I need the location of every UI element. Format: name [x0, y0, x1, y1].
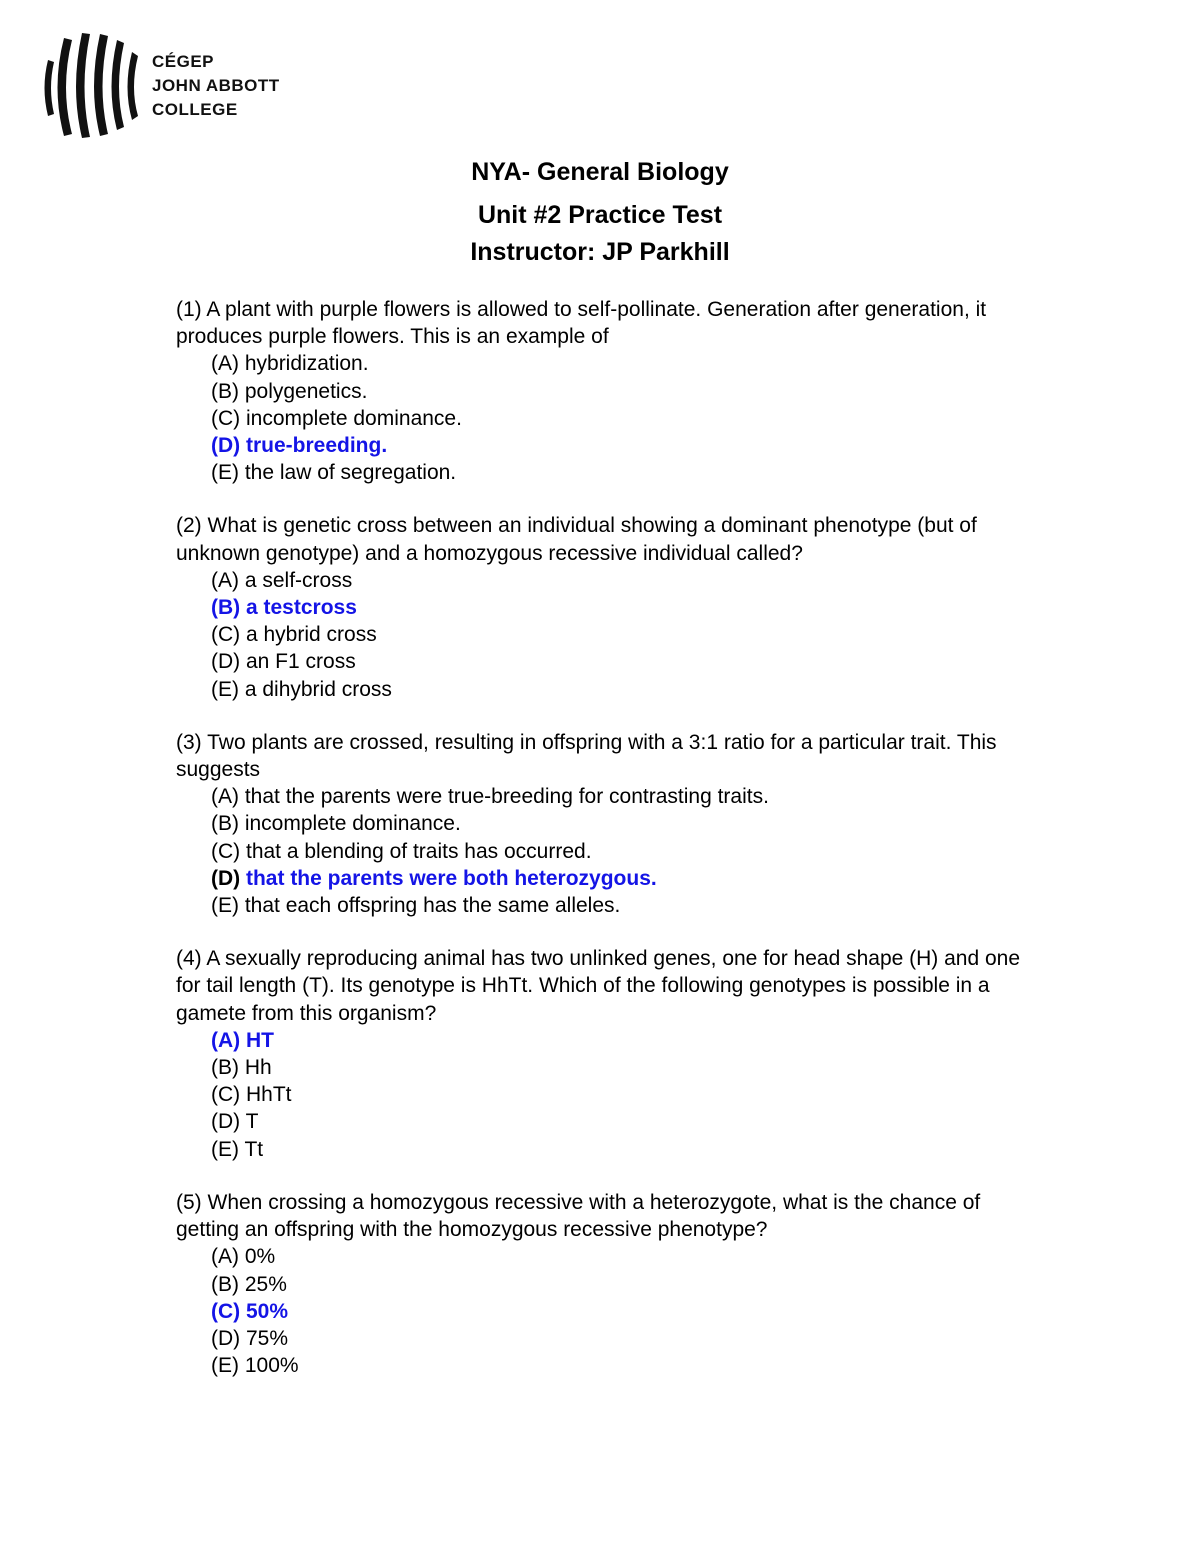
college-name — [152, 50, 280, 122]
option-text: the law of segregation. — [239, 461, 457, 485]
option-text: a self-cross — [239, 568, 353, 592]
option-letter: (B) — [211, 596, 241, 620]
test-title: Unit #2 Practice Test — [477, 201, 723, 229]
option-letter: (C) — [211, 623, 241, 647]
option-5a — [176, 1243, 1036, 1270]
option-text: 25% — [239, 1272, 287, 1296]
option-1d-correct-answer — [176, 432, 1036, 459]
option-text: 50% — [240, 1299, 289, 1323]
option-text: T — [240, 1110, 259, 1134]
question-text: (2) What is genetic cross between an individual showing a dominant phenotype (but of unknown genotype) and a homozygous recessive individual called? — [176, 514, 977, 565]
question-3 — [176, 729, 1036, 919]
option-letter: (D) — [211, 1110, 241, 1134]
option-4e — [176, 1136, 1036, 1163]
option-5e — [176, 1352, 1036, 1379]
question-text: (4) A sexually reproducing animal has two unlinked genes, one for head shape (H) and one for tail length (T). Its genotype is HhTt. Which of the following genotypes is possible in a gamete from this organism? — [176, 947, 1021, 1025]
option-text: a hybrid cross — [240, 623, 377, 647]
option-text: hybridization. — [239, 352, 369, 376]
option-5b — [176, 1271, 1036, 1298]
option-1b — [176, 378, 1036, 405]
question-5 — [176, 1189, 1036, 1379]
option-text: polygenetics. — [239, 379, 368, 403]
option-text: HhTt — [240, 1083, 292, 1107]
option-5d — [176, 1325, 1036, 1352]
striped-arc-logo-icon — [38, 30, 148, 140]
option-text: incomplete dominance. — [240, 406, 462, 430]
option-4b — [176, 1054, 1036, 1081]
option-3e — [176, 892, 1036, 919]
option-text: Tt — [239, 1137, 264, 1161]
option-letter: (A) — [211, 785, 239, 809]
option-text: HT — [240, 1028, 274, 1052]
option-text: an F1 cross — [240, 650, 356, 674]
question-text: (3) Two plants are crossed, resulting in offspring with a 3:1 ratio for a particular trait. This suggests — [176, 730, 997, 782]
option-letter: (C) — [211, 1083, 241, 1107]
option-letter: (B) — [211, 379, 239, 403]
option-4a-correct-answer — [176, 1027, 1036, 1054]
option-letter: (E) — [211, 1354, 239, 1378]
option-text: 100% — [239, 1354, 299, 1378]
option-letter: (D) — [211, 650, 241, 674]
logo-line-john-abbott: JOHN ABBOTT — [152, 76, 280, 95]
option-text: that a blending of traits has occurred. — [240, 839, 592, 863]
question-text: (5) When crossing a homozygous recessive with a heterozygote, what is the chance of getting an offspring with the homozygous recessive phenotype? — [176, 1190, 981, 1242]
question-list — [176, 296, 1036, 1405]
option-2c — [176, 621, 1036, 648]
option-5c-correct-answer — [176, 1298, 1036, 1325]
option-letter: (B) — [211, 812, 239, 836]
option-letter: (B) — [211, 1272, 239, 1296]
option-2e — [176, 676, 1036, 703]
college-logo — [38, 30, 298, 140]
option-letter: (D) — [211, 866, 241, 890]
option-3a — [176, 783, 1036, 810]
option-letter: (C) — [211, 1299, 241, 1323]
logo-line-cegep: CÉGEP — [152, 52, 215, 71]
question-1 — [176, 296, 1036, 486]
question-2 — [176, 512, 1036, 702]
option-letter: (B) — [211, 1056, 239, 1080]
option-text: a dihybrid cross — [239, 677, 392, 701]
option-letter: (E) — [211, 461, 239, 485]
option-1e — [176, 459, 1036, 486]
option-letter: (A) — [211, 352, 239, 376]
option-1c — [176, 405, 1036, 432]
option-letter: (E) — [211, 894, 239, 918]
question-text: (1) A plant with purple flowers is allowed to self-pollinate. Generation after generation, it produces purple flowers. This is an example of — [176, 298, 987, 349]
option-text: that the parents were true-breeding for contrasting traits. — [239, 785, 769, 809]
option-letter: (A) — [211, 1028, 241, 1052]
option-2a — [176, 567, 1036, 594]
logo-line-college: COLLEGE — [152, 100, 238, 119]
option-4c — [176, 1081, 1036, 1108]
option-3c — [176, 838, 1036, 865]
instructor-line: Instructor: JP Parkhill — [470, 238, 730, 266]
option-text: a testcross — [240, 596, 357, 620]
option-letter: (E) — [211, 1137, 239, 1161]
option-text: incomplete dominance. — [239, 812, 461, 836]
option-letter: (A) — [211, 568, 239, 592]
option-letter: (C) — [211, 406, 241, 430]
option-3d-correct-answer — [176, 865, 1036, 892]
option-letter: (D) — [211, 434, 241, 458]
option-letter: (D) — [211, 1326, 241, 1350]
option-2b-correct-answer — [176, 594, 1036, 621]
question-4 — [176, 945, 1036, 1163]
option-text: that each offspring has the same alleles. — [239, 894, 621, 918]
option-text: 0% — [239, 1245, 276, 1269]
option-2d — [176, 648, 1036, 675]
option-4d — [176, 1108, 1036, 1135]
option-letter: (E) — [211, 677, 239, 701]
option-text: true-breeding. — [240, 434, 388, 458]
option-text: 75% — [240, 1326, 289, 1350]
option-text: Hh — [239, 1056, 272, 1080]
option-text: that the parents were both heterozygous. — [240, 866, 657, 890]
option-3b — [176, 810, 1036, 837]
course-title: NYA- General Biology — [471, 158, 729, 186]
option-letter: (C) — [211, 839, 241, 863]
option-1a — [176, 350, 1036, 377]
option-letter: (A) — [211, 1245, 239, 1269]
